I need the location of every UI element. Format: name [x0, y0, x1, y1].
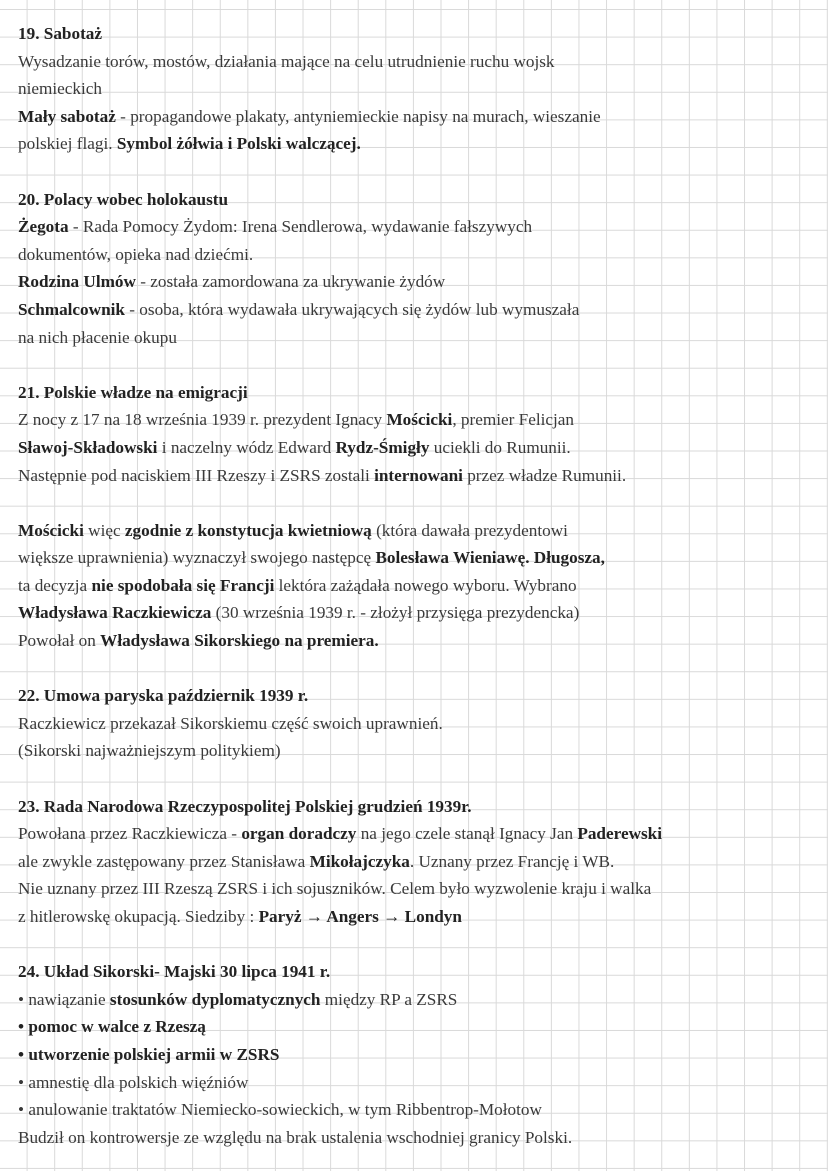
term: internowani [374, 465, 463, 485]
section-21-line [18, 434, 818, 462]
text: między RP a ZSRS [320, 989, 458, 1009]
section-21-line [18, 517, 818, 545]
bullet-item: • anulowanie traktatów Niemiecko-sowieckich, w tym Ribbentrop-Mołotow [18, 1100, 542, 1120]
text: . Uznany przez Francję i WB. [409, 851, 615, 871]
term: Rydz-Śmigły [335, 437, 430, 457]
spacer [18, 655, 818, 683]
term: Sławoj-Składowski [18, 437, 158, 457]
text: , premier Felicjan [452, 410, 575, 430]
text: Powołana przez Raczkiewicza - [18, 824, 242, 844]
section-22-title: 22. Umowa paryska październik 1939 r. [18, 686, 309, 706]
text: ta decyzja [18, 575, 92, 595]
section-22-line: Raczkiewicz przekazał Sikorskiemu część swoich uprawnień. [18, 713, 443, 733]
section-21-line [18, 572, 818, 600]
term-zegota: Żegota [18, 217, 69, 237]
term-symbol: Symbol żółwia i Polski walczącej. [116, 134, 361, 154]
section-19-line: Wysadzanie torów, mostów, działania mające na celu utrudnienie ruchu wojsk [18, 51, 555, 71]
text: z hitlerowskę okupacją. Siedziby : [18, 907, 259, 926]
text: - propagandowe plakaty, antyniemieckie napisy na murach, wieszanie [115, 106, 601, 126]
section-24-title: 24. Układ Sikorski- Majski 30 lipca 1941 r. [18, 962, 331, 982]
text: (która dawała prezydentowi [371, 520, 568, 540]
section-23-line [18, 903, 818, 931]
text: i naczelny wódz Edward [157, 437, 336, 457]
term: Władysława Raczkiewicza [18, 603, 212, 623]
section-23-line [18, 820, 818, 848]
text: ale zwykle zastępowany przez Stanisława [18, 851, 310, 871]
section-23-title: 23. Rada Narodowa Rzeczypospolitej Polskiej grudzień 1939r. [18, 796, 472, 816]
section-19-line [18, 103, 818, 131]
term: Mościcki [386, 410, 453, 430]
text: polskiej flagi. [18, 134, 117, 154]
text: - została zamordowana za ukrywanie żydów [135, 272, 446, 292]
text: Z nocy z 17 na 18 września 1939 r. prezydent Ignacy [18, 410, 387, 430]
spacer [18, 158, 818, 186]
text: Następnie pod naciskiem III Rzeszy i ZSRS zostali [18, 465, 375, 485]
section-24-line: Budził on kontrowersje ze względu na brak ustalenia wschodniej granicy Polski. [18, 1127, 573, 1147]
section-21-line [18, 599, 818, 627]
text: • nawiązanie [18, 989, 110, 1009]
section-20-line [18, 296, 818, 324]
section-19-line [18, 130, 818, 158]
text: większe uprawnienia) wyznaczył swojego następcę [18, 548, 376, 568]
text: więc [83, 520, 125, 540]
spacer [18, 351, 818, 379]
text: przez władze Rumunii. [462, 465, 627, 485]
text: Powołał on [18, 631, 101, 651]
term: Władysława Sikorskiego na premiera. [100, 631, 379, 651]
section-23-line [18, 848, 818, 876]
section-21-line [18, 544, 818, 572]
term: Paryż → Angers → Londyn [258, 907, 462, 926]
section-20-line [18, 213, 818, 241]
bullet-item: • amnestię dla polskich więźniów [18, 1072, 249, 1092]
term: Paderewski [577, 824, 663, 844]
text: - osoba, która wydawała ukrywających się żydów lub wymuszała [124, 299, 580, 319]
section-21-line [18, 627, 818, 655]
section-19-line: niemieckich [18, 79, 102, 99]
notes-page [18, 20, 818, 1151]
section-21-line [18, 406, 818, 434]
term: stosunków dyplomatycznych [109, 989, 321, 1009]
section-20-line [18, 268, 818, 296]
bullet-item: • pomoc w walce z Rzeszą [18, 1017, 206, 1037]
spacer [18, 931, 818, 959]
bullet-item [18, 986, 818, 1014]
term: Mościcki [18, 520, 84, 540]
text: - Rada Pomocy Żydom: Irena Sendlerowa, wydawanie fałszywych [68, 217, 533, 237]
term-ulmowie: Rodzina Ulmów [18, 272, 136, 292]
term-schmalcownik: Schmalcownik [18, 299, 125, 319]
bullet-item: • utworzenie polskiej armii w ZSRS [18, 1044, 280, 1064]
term: nie spodobała się Francji [91, 575, 275, 595]
term: zgodnie z konstytucja kwietniową [124, 520, 372, 540]
term: Mikołajczyka [309, 851, 410, 871]
text: uciekli do Rumunii. [429, 437, 571, 457]
section-21-title: 21. Polskie władze na emigracji [18, 382, 248, 402]
section-19-title: 19. Sabotaż [18, 24, 103, 43]
section-20-line: dokumentów, opieka nad dziećmi. [18, 244, 254, 264]
spacer [18, 765, 818, 793]
term-maly-sabotaz: Mały sabotaż [18, 106, 116, 126]
text: lektóra zażądała nowego wyboru. Wybrano [274, 575, 577, 595]
section-20-line: na nich płacenie okupu [18, 327, 177, 347]
section-23-line: Nie uznany przez III Rzeszą ZSRS i ich sojuszników. Celem było wyzwolenie kraju i walka [18, 879, 652, 899]
section-20-title: 20. Polacy wobec holokaustu [18, 189, 229, 209]
text: na jego czele stanął Ignacy Jan [356, 824, 578, 844]
section-22-line: (Sikorski najważniejszym politykiem) [18, 741, 281, 761]
term: organ doradczy [241, 824, 357, 844]
term: Bolesława Wieniawę. Długosza, [375, 548, 605, 568]
spacer [18, 489, 818, 517]
section-21-line [18, 462, 818, 490]
text: (30 września 1939 r. - złożył przysięga prezydencka) [211, 603, 580, 623]
